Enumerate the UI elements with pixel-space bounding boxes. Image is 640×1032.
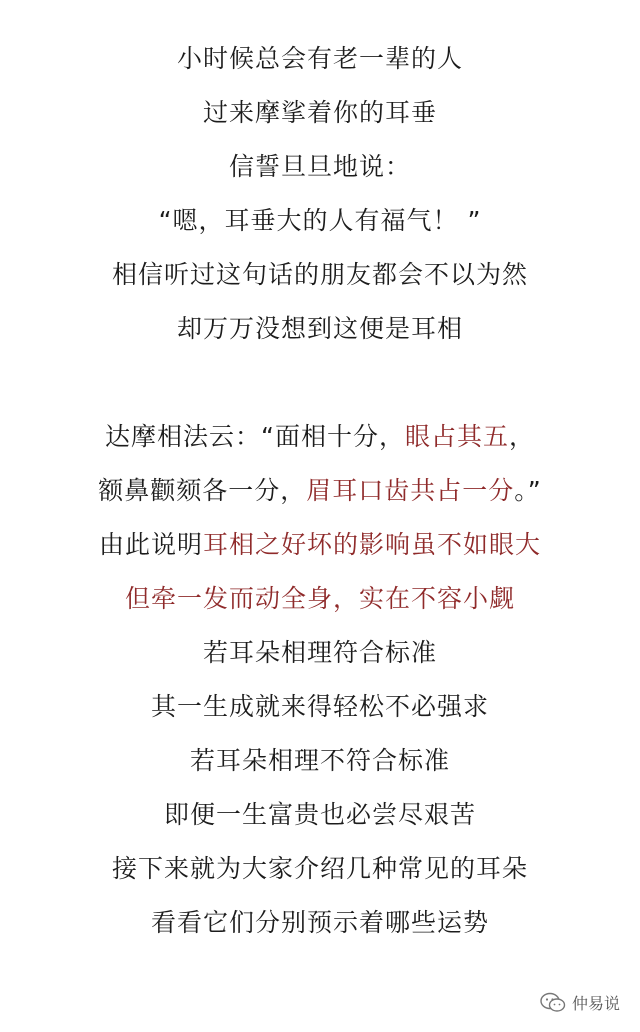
text-line-4 xyxy=(0,204,640,238)
text-line-3 xyxy=(0,150,640,184)
line-text: 若耳朵相理符合标准 xyxy=(202,638,437,667)
text-line-2 xyxy=(0,96,640,130)
line-text: 其一生成就来得轻松不必强求 xyxy=(150,692,489,721)
line-text: 。” xyxy=(514,476,542,505)
line-text: 接下来就为大家介绍几种常见的耳朵 xyxy=(111,854,528,883)
text-line-9 xyxy=(0,528,640,562)
text-line-8 xyxy=(0,474,640,508)
highlight-text: 耳相之好坏的影响虽不如眼大 xyxy=(203,530,542,559)
highlight-text: 眉耳口齿共占一分 xyxy=(306,476,515,505)
wechat-icon xyxy=(540,992,566,1014)
line-text: 过来摩挲着你的耳垂 xyxy=(202,98,437,127)
line-text: 相信听过这句话的朋友都会不以为然 xyxy=(111,260,528,289)
line-text: 达摩相法云：“面相十分， xyxy=(105,422,405,451)
text-line-10 xyxy=(0,582,640,616)
text-line-7 xyxy=(0,420,640,454)
text-line-14 xyxy=(0,798,640,832)
text-line-16 xyxy=(0,906,640,940)
line-text: ， xyxy=(508,422,535,451)
line-text: 若耳朵相理不符合标准 xyxy=(189,746,450,775)
text-line-6 xyxy=(0,312,640,346)
line-text: 小时候总会有老一辈的人 xyxy=(176,44,463,73)
line-text: 信誓旦旦地说： xyxy=(228,152,411,181)
line-text: “嗯，耳垂大的人有福气！ ” xyxy=(158,206,482,235)
line-text: 看看它们分别预示着哪些运势 xyxy=(150,908,489,937)
text-line-15 xyxy=(0,852,640,886)
highlight-text: 眼占其五 xyxy=(404,422,509,451)
line-text: 由此说明 xyxy=(98,530,203,559)
watermark-text: 仲易说 xyxy=(571,994,620,1013)
line-text: 却万万没想到这便是耳相 xyxy=(176,314,463,343)
text-line-12 xyxy=(0,690,640,724)
highlight-text: 但牵一发而动全身，实在不容小觑 xyxy=(124,584,515,613)
text-line-11 xyxy=(0,636,640,670)
text-line-13 xyxy=(0,744,640,778)
line-text: 额鼻颧颏各一分， xyxy=(98,476,307,505)
text-line-5 xyxy=(0,258,640,292)
text-line-1 xyxy=(0,42,640,76)
line-text: 即便一生富贵也必尝尽艰苦 xyxy=(163,800,476,829)
watermark xyxy=(540,991,620,1014)
